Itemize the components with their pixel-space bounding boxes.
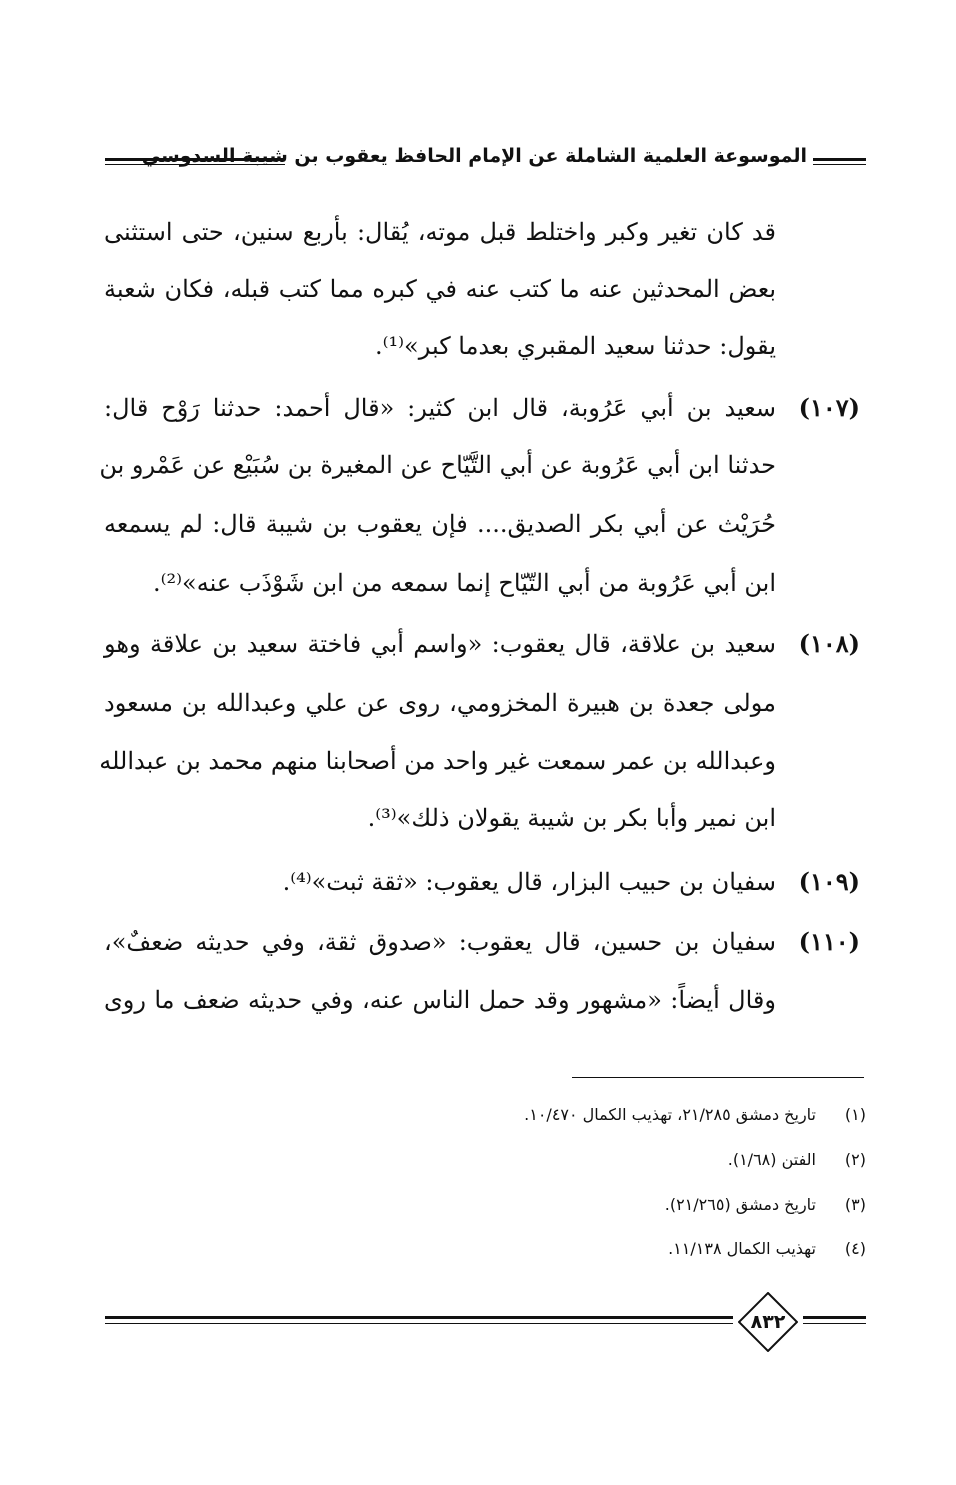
footnote-text: تاريخ دمشق ٢١/٢٨٥، تهذيب الكمال ١٠/٤٧٠. <box>524 1105 816 1124</box>
footnote-number: (٤) <box>844 1239 866 1258</box>
body-line-12: سفيان بن حبيب البزار، قال يعقوب: «ثقة ثبت»⁽⁴⁾. <box>282 868 776 896</box>
body-line-2: بعض المحدثين عنه ما كتب عنه في كبره مما كتب قبله، فكان شعبة <box>104 275 776 303</box>
footnote-text: تاريخ دمشق (٢١/٢٦٥). <box>664 1195 816 1214</box>
body-line-4: سعيد بن أبي عَرُوبة، قال ابن كثير: «قال أحمد: حدثنا رَوْح قال: <box>104 394 776 422</box>
footnote-4 <box>266 1234 866 1264</box>
footnote-1 <box>266 1100 866 1130</box>
body-line-9: مولى جعدة بن هبيرة المخزومي، روى عن علي وعبدالله بن مسعود <box>104 689 776 717</box>
body-line-11: ابن نمير وأبا بكر بن شيبة يقولان ذلك»⁽³⁾. <box>367 804 776 832</box>
footnote-number: (٣) <box>844 1195 866 1214</box>
body-line-10: وعبدالله بن عمر سمعت غير واحد من أصحابنا منهم محمد بن عبدالله <box>99 747 776 775</box>
entry-number-107: (١٠٧) <box>798 393 860 422</box>
page-number: ٨٣٢ <box>750 1311 786 1333</box>
header-rule-right <box>813 158 866 161</box>
footnote-number: (١) <box>844 1105 866 1124</box>
footer-rule-right <box>803 1316 866 1319</box>
body-line-1: قد كان تغير وكبر واختلط قبل موته، يُقال: بأربع سنين، حتى استثنى <box>104 218 776 246</box>
body-line-5: حدثنا ابن أبي عَرُوبة عن أبي التَّيّاح عن المغيرة بن سُبَيْع عن عَمْرو بن <box>99 451 776 479</box>
entry-number-110: (١١٠) <box>798 927 860 956</box>
footer-rule-left <box>105 1316 733 1319</box>
body-line-8: سعيد بن علاقة، قال يعقوب: «واسم أبي فاختة سعيد بن علاقة وهو <box>104 630 776 658</box>
body-line-14: وقال أيضاً: «مشهور وقد حمل الناس عنه، وفي حديثه ضعف ما روى <box>104 986 776 1014</box>
body-line-13: سفيان بن حسين، قال يعقوب: «صدوق ثقة، وفي حديثه ضعفٌ»، <box>104 928 776 956</box>
footnote-number: (٢) <box>844 1150 866 1169</box>
footnote-separator <box>572 1077 864 1078</box>
footnote-text: الفتن (١/٦٨). <box>727 1150 816 1169</box>
body-line-3: يقول: حدثنا سعيد المقبري بعدما كبر»⁽¹⁾. <box>374 332 776 360</box>
body-line-7: ابن أبي عَرُوبة من أبي التّيّاح إنما سمعه من ابن شَوْذَب عنه»⁽²⁾. <box>153 569 776 597</box>
footnote-3 <box>266 1190 866 1220</box>
footnote-text: تهذيب الكمال ١١/١٣٨. <box>668 1239 816 1258</box>
entry-number-108: (١٠٨) <box>798 629 860 658</box>
footnote-2 <box>266 1145 866 1175</box>
entry-number-109: (١٠٩) <box>798 867 860 896</box>
running-header-title: الموسوعة العلمية الشاملة عن الإمام الحافظ يعقوب بن شيبة السدوسي <box>141 145 807 167</box>
body-line-6: حُرَيْث عن أبي بكر الصديق.... فإن يعقوب بن شيبة قال: لم يسمعه <box>104 510 776 538</box>
